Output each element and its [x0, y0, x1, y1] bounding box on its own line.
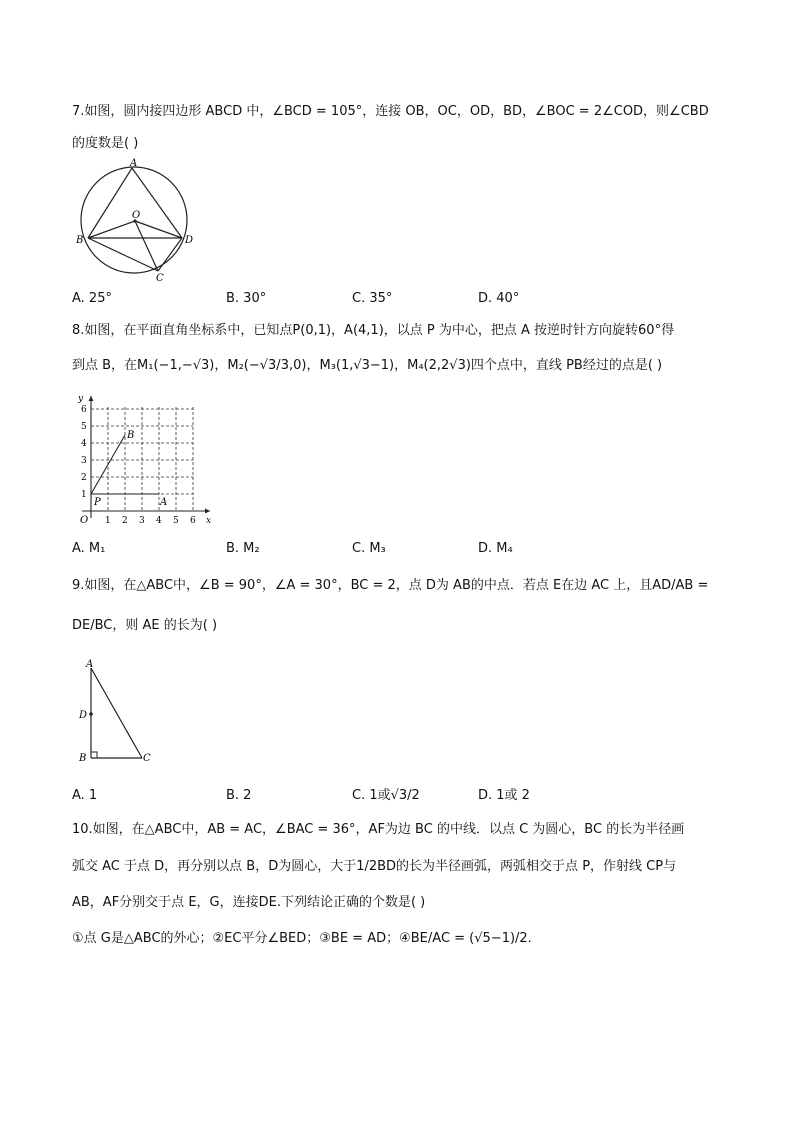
y-tick-2: 2 [81, 473, 87, 483]
q7-circle-figure [72, 158, 202, 282]
q10-stem-line1: 10.如图，在△ABC中，AB = AC，∠BAC = 36°，AF为边 BC 的中线．以点 C 为圆心，BC 的长为半径画 [72, 822, 685, 837]
grid [91, 407, 193, 511]
y-tick-1: 1 [81, 490, 87, 500]
x-tick-labels [105, 516, 196, 526]
q7-stem-line1: 7.如图，圆内接四边形 ABCD 中，∠BCD = 105°，连接 OB，OC，OD，BD，∠BOC = 2∠COD，则∠CBD [72, 104, 709, 119]
segment-ob [88, 221, 135, 238]
label-y: y [78, 394, 84, 404]
q9-triangle-figure [72, 654, 162, 766]
q10-stem-line3: AB，AF分别交于点 E，G，连接DE.下列结论正确的个数是( ) [72, 895, 426, 910]
point-d [89, 712, 93, 716]
q9-option-b: B. 2 [226, 788, 252, 803]
q10-stem-line4: ①点 G是△ABC的外心；②EC平分∠BED；③BE = AD；④BE/AC = (√5−1)/2. [72, 931, 532, 946]
segment-ac [91, 668, 142, 758]
q7-option-c: C. 35° [352, 291, 393, 306]
segment-ad [132, 168, 182, 238]
y-tick-4: 4 [81, 439, 87, 449]
y-tick-labels [81, 405, 87, 500]
y-axis-arrow-icon [89, 396, 94, 401]
y-tick-3: 3 [81, 456, 87, 466]
segment-ab [88, 168, 132, 238]
y-tick-5: 5 [81, 422, 87, 432]
label-o: O [80, 515, 89, 526]
q8-option-b: B. M₂ [226, 541, 260, 556]
q8-option-c: C. M₃ [352, 541, 386, 556]
label-c: C [143, 753, 151, 764]
q9-option-c: C. 1或√3/2 [352, 788, 420, 803]
label-a: A [160, 497, 168, 508]
label-d: D [185, 235, 194, 246]
q8-stem-line1: 8.如图，在平面直角坐标系中，已知点P(0,1)，A(4,1)，以点 P 为中心，把点 A 按逆时针方向旋转60°得 [72, 323, 675, 338]
x-tick-3: 3 [139, 516, 145, 526]
y-tick-6: 6 [81, 405, 87, 415]
q9-stem-line1: 9.如图，在△ABC中，∠B = 90°，∠A = 30°，BC = 2，点 D为 AB的中点．若点 E在边 AC 上，且AD/AB = [72, 578, 709, 593]
x-tick-6: 6 [190, 516, 196, 526]
label-d: D [79, 710, 88, 721]
right-angle-mark [91, 752, 97, 758]
label-a: A [130, 158, 138, 169]
label-b: B [76, 235, 84, 246]
q8-stem-line2: 到点 B，在M₁(−1,−√3)，M₂(−√3/3,0)，M₃(1,√3−1)，M₄(2,2√3)四个点中，直线 PB经过的点是( ) [72, 358, 663, 373]
x-tick-5: 5 [173, 516, 179, 526]
segment-bc [88, 238, 158, 271]
x-axis-arrow-icon [205, 509, 210, 514]
q7-stem-line2: 的度数是( ) [72, 136, 139, 151]
q8-coordinate-figure [72, 390, 220, 530]
x-tick-1: 1 [105, 516, 111, 526]
x-tick-2: 2 [122, 516, 128, 526]
label-b: B [79, 753, 87, 764]
q9-option-d: D. 1或 2 [478, 788, 530, 803]
q9-stem-line2: DE/BC，则 AE 的长为( ) [72, 618, 218, 633]
q8-option-d: D. M₄ [478, 541, 513, 556]
label-b: B [127, 430, 135, 441]
x-tick-4: 4 [156, 516, 162, 526]
label-c: C [156, 273, 164, 282]
label-p: P [94, 497, 101, 508]
q9-option-a: A. 1 [72, 788, 98, 803]
q7-option-a: A. 25° [72, 291, 112, 306]
label-x: x [206, 516, 212, 526]
q7-option-b: B. 30° [226, 291, 267, 306]
label-o: O [132, 210, 141, 221]
q7-option-d: D. 40° [478, 291, 520, 306]
q8-option-a: A. M₁ [72, 541, 106, 556]
segment-cd [158, 238, 182, 271]
label-a: A [86, 659, 94, 670]
q10-stem-line2: 弧交 AC 于点 D，再分别以点 B，D为圆心，大于1/2BD的长为半径画弧，两弧相交于点 P，作射线 CP与 [72, 859, 677, 874]
